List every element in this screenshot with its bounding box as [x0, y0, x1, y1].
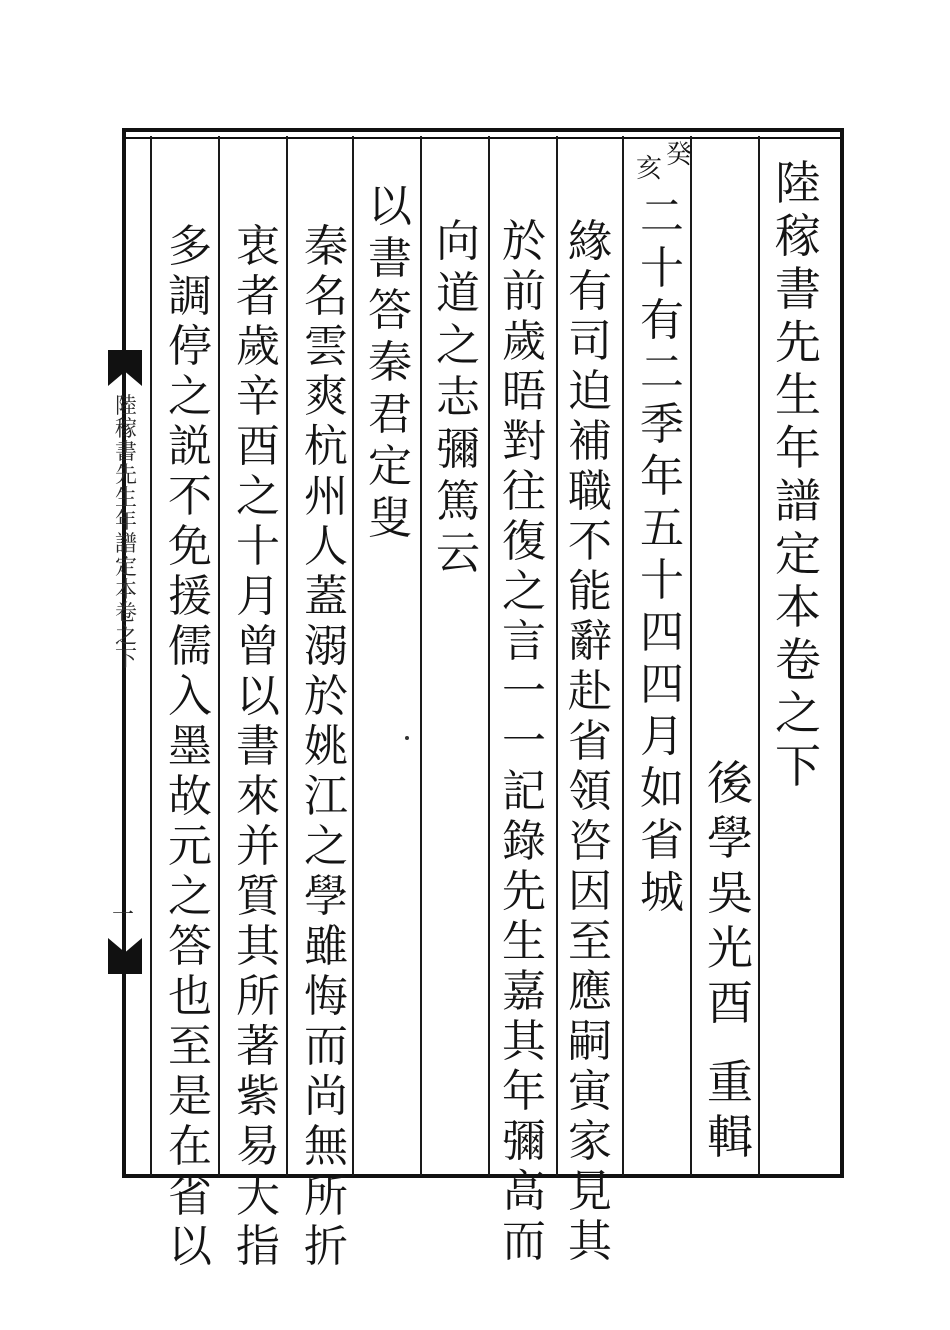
character: 生	[114, 486, 137, 511]
column-rule	[556, 136, 558, 1176]
character: 年	[775, 421, 821, 475]
character: 卷	[114, 601, 137, 626]
character: 雖	[304, 921, 348, 972]
character: 爽	[304, 371, 348, 422]
character: 於	[304, 671, 348, 722]
year-annotation	[632, 142, 702, 192]
character: 其	[236, 921, 280, 972]
character: 向	[436, 216, 480, 267]
character: 學	[707, 811, 753, 865]
character: 而	[304, 1021, 348, 1072]
character: 季	[640, 399, 684, 450]
text-column-5	[360, 181, 420, 549]
character: 悔	[304, 971, 348, 1022]
character: 一	[502, 666, 546, 717]
text-column-4	[428, 216, 488, 584]
character: 無	[304, 1121, 348, 1172]
character: 定	[775, 527, 821, 581]
character: 家	[568, 1116, 612, 1167]
character: 定	[114, 555, 137, 580]
character: 叟	[368, 493, 412, 544]
character: 州	[304, 471, 348, 522]
character: 往	[502, 466, 546, 517]
text-column-7	[228, 221, 288, 1275]
character: 歲	[236, 321, 280, 372]
character: 曾	[236, 621, 280, 672]
character: 見	[568, 1166, 612, 1217]
character: 調	[168, 271, 212, 322]
character: 有	[640, 295, 684, 346]
character: 大	[236, 1171, 280, 1222]
character: 之	[236, 471, 280, 522]
character: 儒	[168, 621, 212, 672]
character: 答	[368, 285, 412, 336]
character: 重	[707, 1055, 753, 1109]
character: 十	[640, 243, 684, 294]
character: 前	[502, 266, 546, 317]
character: 指	[236, 1221, 280, 1272]
character: 雲	[304, 321, 348, 372]
character: 本	[775, 580, 821, 634]
character: 志	[436, 372, 480, 423]
character: 質	[236, 871, 280, 922]
character: 尚	[304, 1071, 348, 1122]
character: 五	[640, 503, 684, 554]
character: 多	[168, 221, 212, 272]
frame-top-rule	[122, 137, 844, 139]
character: 云	[436, 528, 480, 579]
year-annotation-bottom: 亥	[636, 154, 663, 184]
character: 因	[568, 866, 612, 917]
character: 酉	[707, 976, 753, 1030]
character: 元	[168, 821, 212, 872]
character: 生	[775, 368, 821, 422]
character: 赴	[568, 666, 612, 717]
character: 之	[304, 821, 348, 872]
text-column-8	[160, 221, 220, 1275]
block-heart-margin	[108, 350, 148, 990]
character: 復	[502, 516, 546, 567]
character: 彌	[502, 1116, 546, 1167]
fish-tail-bottom-ornament	[108, 938, 142, 974]
character: 省	[568, 716, 612, 767]
character: 迫	[568, 366, 612, 417]
character: 不	[568, 516, 612, 567]
character: 停	[168, 321, 212, 372]
character: 二	[640, 191, 684, 242]
character: 所	[304, 1171, 348, 1222]
character: 四	[640, 607, 684, 658]
character: 紫	[236, 1071, 280, 1122]
character: 酉	[236, 421, 280, 472]
column-rule	[488, 136, 490, 1176]
character: 學	[304, 871, 348, 922]
character: 定	[368, 441, 412, 492]
character: 以	[236, 671, 280, 722]
character: 月	[640, 711, 684, 762]
character: 陸	[775, 156, 821, 210]
character: 折	[304, 1221, 348, 1272]
character: 省	[168, 1171, 212, 1222]
character: 有	[568, 266, 612, 317]
character: 并	[236, 821, 280, 872]
column-rule	[622, 136, 624, 1176]
character: 名	[304, 271, 348, 322]
character: 至	[168, 1021, 212, 1072]
character: 其	[568, 1216, 612, 1267]
character: 之	[168, 871, 212, 922]
character: 書	[114, 440, 137, 465]
character: 答	[168, 921, 212, 972]
character: 篤	[436, 476, 480, 527]
character: 譜	[775, 474, 821, 528]
character: 秦	[304, 221, 348, 272]
character: 月	[236, 571, 280, 622]
character: 輯	[707, 1110, 753, 1164]
character: 職	[568, 466, 612, 517]
character: 記	[502, 766, 546, 817]
ink-speck	[405, 736, 409, 740]
character: 以	[168, 1221, 212, 1272]
character: 不	[168, 471, 212, 522]
character: 入	[168, 671, 212, 722]
character: 年	[114, 509, 137, 534]
character: 著	[236, 1021, 280, 1072]
character: 寅	[568, 1066, 612, 1117]
character: 書	[775, 262, 821, 316]
character: 書	[368, 233, 412, 284]
character: 四	[640, 659, 684, 710]
text-column-2	[560, 216, 620, 1270]
character: 年	[502, 1066, 546, 1117]
text-column-1	[632, 191, 692, 923]
character: 司	[568, 316, 612, 367]
character: 十	[640, 555, 684, 606]
character: 於	[502, 216, 546, 267]
character: 人	[304, 521, 348, 572]
character: 十	[236, 521, 280, 572]
character: 下	[114, 647, 137, 672]
character: 之	[775, 686, 821, 740]
character: 也	[168, 971, 212, 1022]
character: 晤	[502, 366, 546, 417]
character: 後	[707, 756, 753, 810]
character: 先	[502, 866, 546, 917]
character: 能	[568, 566, 612, 617]
character: 領	[568, 766, 612, 817]
book-title	[768, 156, 828, 796]
character: 至	[568, 916, 612, 967]
character: 本	[114, 578, 137, 603]
folio-number: 一	[112, 903, 135, 928]
character: 先	[114, 463, 137, 488]
column-rule	[758, 136, 760, 1176]
fish-tail-top-ornament	[108, 350, 142, 386]
character: 卷	[775, 633, 821, 687]
character: 援	[168, 571, 212, 622]
character: 之	[436, 320, 480, 371]
character: 二	[640, 347, 684, 398]
character: 之	[114, 624, 137, 649]
character: 來	[236, 771, 280, 822]
character: 吳	[707, 866, 753, 920]
character: 省	[640, 815, 684, 866]
character: 之	[502, 566, 546, 617]
character: 是	[168, 1071, 212, 1122]
character: 譜	[114, 532, 137, 557]
column-rule	[150, 136, 152, 1176]
character: 嘉	[502, 966, 546, 1017]
character: 江	[304, 771, 348, 822]
character: 易	[236, 1121, 280, 1172]
character: 如	[640, 763, 684, 814]
character: 免	[168, 521, 212, 572]
character: 一	[502, 716, 546, 767]
text-column-3	[494, 216, 554, 1270]
character: 以	[368, 181, 412, 232]
character: 錄	[502, 816, 546, 867]
character: 辭	[568, 616, 612, 667]
character: 咨	[568, 816, 612, 867]
character: 先	[775, 315, 821, 369]
character: 嗣	[568, 1016, 612, 1067]
character: 稼	[775, 209, 821, 263]
character: 辛	[236, 371, 280, 422]
character: 故	[168, 771, 212, 822]
character: 姚	[304, 721, 348, 772]
character: 之	[168, 371, 212, 422]
character: 在	[168, 1121, 212, 1172]
author-line	[702, 756, 758, 1169]
character: 杭	[304, 421, 348, 472]
character: 其	[502, 1016, 546, 1067]
text-column-6	[296, 221, 356, 1275]
margin-title	[112, 396, 140, 672]
character: 君	[368, 389, 412, 440]
character: 書	[236, 721, 280, 772]
character: 所	[236, 971, 280, 1022]
character: 下	[775, 739, 821, 793]
character: 而	[502, 1216, 546, 1267]
character: 年	[640, 451, 684, 502]
character: 溺	[304, 621, 348, 672]
character: 説	[168, 421, 212, 472]
character: 緣	[568, 216, 612, 267]
character: 高	[502, 1166, 546, 1217]
character: 衷	[236, 221, 280, 272]
character: 墨	[168, 721, 212, 772]
character: 秦	[368, 337, 412, 388]
character: 歲	[502, 316, 546, 367]
character: 光	[707, 921, 753, 975]
year-annotation-top: 癸	[666, 140, 693, 170]
character: 稼	[114, 417, 137, 442]
character: 對	[502, 416, 546, 467]
character: 應	[568, 966, 612, 1017]
character: 道	[436, 268, 480, 319]
character: 彌	[436, 424, 480, 475]
character: 城	[640, 867, 684, 918]
column-rule	[420, 136, 422, 1176]
character: 陸	[114, 394, 137, 419]
character: 蓋	[304, 571, 348, 622]
character: 者	[236, 271, 280, 322]
character: 言	[502, 616, 546, 667]
character: 生	[502, 916, 546, 967]
character: 補	[568, 416, 612, 467]
